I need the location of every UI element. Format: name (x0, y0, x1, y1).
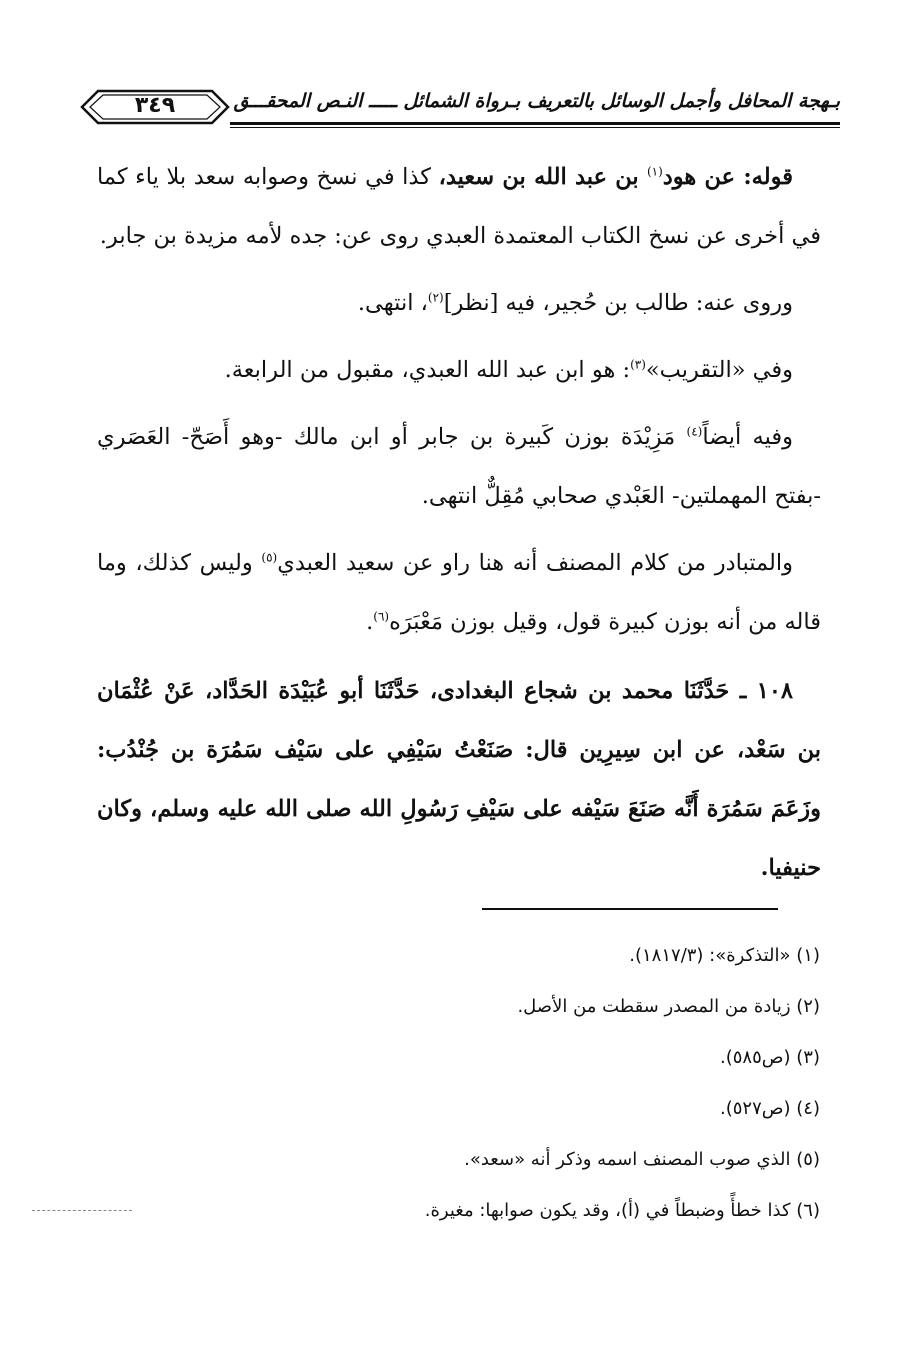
footnote-ref-4[interactable]: (٤) (686, 424, 703, 439)
header-rule (230, 122, 840, 125)
paragraph-5-text-c: . (366, 609, 374, 635)
main-text (97, 148, 821, 906)
running-header (70, 86, 840, 130)
footnote-ref-6[interactable]: (٦) (373, 609, 390, 624)
bold-lead: قوله: عن هود (662, 164, 793, 190)
footnote-ref-3[interactable]: (٣) (630, 357, 646, 372)
paragraph-2-text-a: وروى عنه: طالب بن حُجير، فيه [نظر] (443, 290, 793, 316)
paragraph-1 (97, 148, 821, 266)
paragraph-1-text: كذا في نسخ وصوابه سعد بلا ياء كما في أخرى عن نسخ الكتاب المعتمدة العبدي روى عن: جده لأمه مزيدة بن جابر. (97, 164, 821, 249)
footnote-ref-2[interactable]: (٢) (427, 290, 444, 305)
paragraph-4-text-b: مَزِيْدَة بوزن كَبيرة بن جابر أو ابن مالك -وهو أَصَحّ- العَصَري -بفتح المهملتين- العَبْدي صحابي مُقِلٌّ انتهى. (97, 424, 821, 509)
paragraph-3-text-b: : هو ابن عبد الله العبدي، مقبول من الرابعة. (224, 357, 631, 383)
bold-name: بن عبد الله بن سعيد، (438, 164, 647, 190)
footnote-2: (٢) زيادة من المصدر سقطت من الأصل. (517, 996, 820, 1017)
paragraph-5-text-a: والمتبادر من كلام المصنف أنه هنا راو عن سعيد العبدي (277, 550, 793, 576)
paragraph-5 (97, 534, 821, 652)
hadith-108: ١٠٨ ـ حَدَّثَنَا محمد بن شجاع البغدادى، حَدَّثَنَا أبو عُبَيْدَة الحَدَّاد، عَنْ عُثْمَان بن سَعْد، عن ابن سِيرِين قال: صَنَعْتُ سَيْفِي على سَيْف سَمُرَة بن جُنْدُب: وزَعَمَ سَمُرَة أَنَّه صَنَعَ سَيْفه على سَيْفِ رَسُولِ الله صلى الله عليه وسلم، وكان حنيفيا. (97, 678, 821, 881)
footnote-6: (٦) كذا خطأً وضبطاً في (أ)، وقد يكون صوابها: مغيرة. (424, 1200, 820, 1221)
footnotes (140, 930, 820, 1236)
paragraph-3 (97, 341, 821, 400)
footnote-separator (482, 908, 778, 910)
paragraph-4 (97, 408, 821, 526)
header-title: بـهجة المحافل وأجمل الوسائل بالتعريف بـرواة الشمائل ـــــ النـص المحقـــق (233, 90, 840, 112)
header-rule-thin (230, 127, 840, 128)
paragraph-3-text-a: وفي «التقريب» (645, 357, 793, 383)
footnote-1: (١) «التذكرة»: (١٨١٧/٣). (629, 945, 820, 966)
page-number-badge (80, 88, 230, 126)
footnote-5: (٥) الذي صوب المصنف اسمه وذكر أنه «سعد». (464, 1149, 820, 1170)
footnote-ref-5[interactable]: (٥) (261, 550, 278, 565)
paragraph-5-text-b: وليس كذلك، وما قاله من أنه بوزن كبيرة قول، وقيل بوزن مَعْبَرَه (97, 550, 821, 635)
footnote-ref-1[interactable]: (١) (646, 164, 663, 179)
scan-artifact-line (32, 1210, 132, 1211)
footnote-3: (٣) (ص٥٨٥). (720, 1047, 820, 1068)
footnote-4: (٤) (ص٥٢٧). (720, 1098, 820, 1119)
paragraph-2-text-b: ، انتهى. (357, 290, 428, 316)
paragraph-4-text-a: وفيه أيضاً (702, 424, 793, 450)
paragraph-2 (97, 274, 821, 333)
page-number: ٣٤٩ (134, 93, 176, 118)
